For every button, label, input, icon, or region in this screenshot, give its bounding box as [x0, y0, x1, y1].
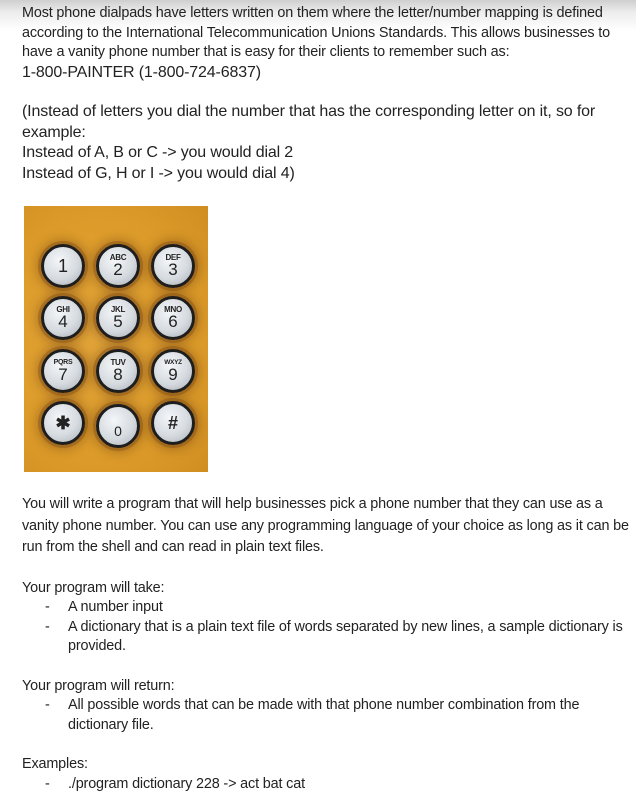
- hash-icon: #: [168, 415, 178, 431]
- key-digit: 9: [168, 367, 177, 383]
- list-item: [22, 775, 632, 794]
- outputs-heading: Your program will return:: [22, 677, 632, 697]
- list-item: [22, 598, 632, 618]
- key-digit: 8: [113, 367, 122, 383]
- explanation-line-2: Instead of A, B or C -> you would dial 2: [22, 143, 632, 164]
- list-item-text: ./program dictionary 228 -> act bat cat: [68, 776, 305, 792]
- key-letters: WXYZ: [164, 359, 182, 367]
- explanation-line-1: (Instead of letters you dial the number that has the corresponding letter on it, so for example:: [22, 102, 632, 143]
- intro-paragraph: Most phone dialpads have letters written on them where the letter/number mapping is defined according to the International Telecommunication Unions Standards. This allows businesses to have a vanity phone number that is easy for their clients to remember such as:: [22, 4, 632, 63]
- key-letters: DEF: [165, 254, 180, 262]
- inputs-heading: Your program will take:: [22, 579, 632, 599]
- key-digit: 0: [114, 423, 122, 439]
- key-digit: 6: [168, 314, 177, 330]
- vanity-number-example: 1-800-PAINTER (1-800-724-6837): [22, 63, 632, 84]
- key-digit: 3: [168, 262, 177, 278]
- key-letters: TUV: [110, 359, 125, 367]
- key-letters: GHI: [56, 306, 69, 314]
- star-icon: ✱: [55, 415, 70, 431]
- list-item-text: All possible words that can be made with that phone number combination from the dictionary file.: [68, 697, 579, 733]
- inputs-list: [22, 598, 636, 657]
- examples-list: [22, 775, 636, 794]
- key-letters: ABC: [110, 254, 126, 262]
- key-digit: 2: [113, 262, 122, 278]
- bullet-dash: -: [45, 775, 50, 794]
- bullet-dash: -: [45, 696, 50, 716]
- key-digit: 5: [113, 314, 122, 330]
- key-digit: 7: [58, 367, 67, 383]
- key-digit: 4: [58, 314, 67, 330]
- task-paragraph: You will write a program that will help businesses pick a phone number that they can use as a vanity phone number. You can use any programming language of your choice as long as it can be run from the shell and can read in plain text files.: [22, 494, 632, 559]
- explanation-line-3: Instead of G, H or I -> you would dial 4): [22, 164, 632, 185]
- bullet-dash: -: [45, 598, 50, 618]
- key-letters: JKL: [111, 306, 125, 314]
- list-item-text: A dictionary that is a plain text file of words separated by new lines, a sample dictionary is provided.: [68, 619, 623, 655]
- bullet-dash: -: [45, 618, 50, 638]
- key-letters: PQRS: [54, 359, 73, 367]
- key-letters: MNO: [164, 306, 182, 314]
- list-item-text: A number input: [68, 599, 163, 615]
- list-item: [22, 618, 632, 657]
- key-digit: 1: [58, 258, 68, 274]
- list-item: [22, 696, 632, 735]
- outputs-list: [22, 696, 636, 735]
- examples-heading: Examples:: [22, 755, 632, 775]
